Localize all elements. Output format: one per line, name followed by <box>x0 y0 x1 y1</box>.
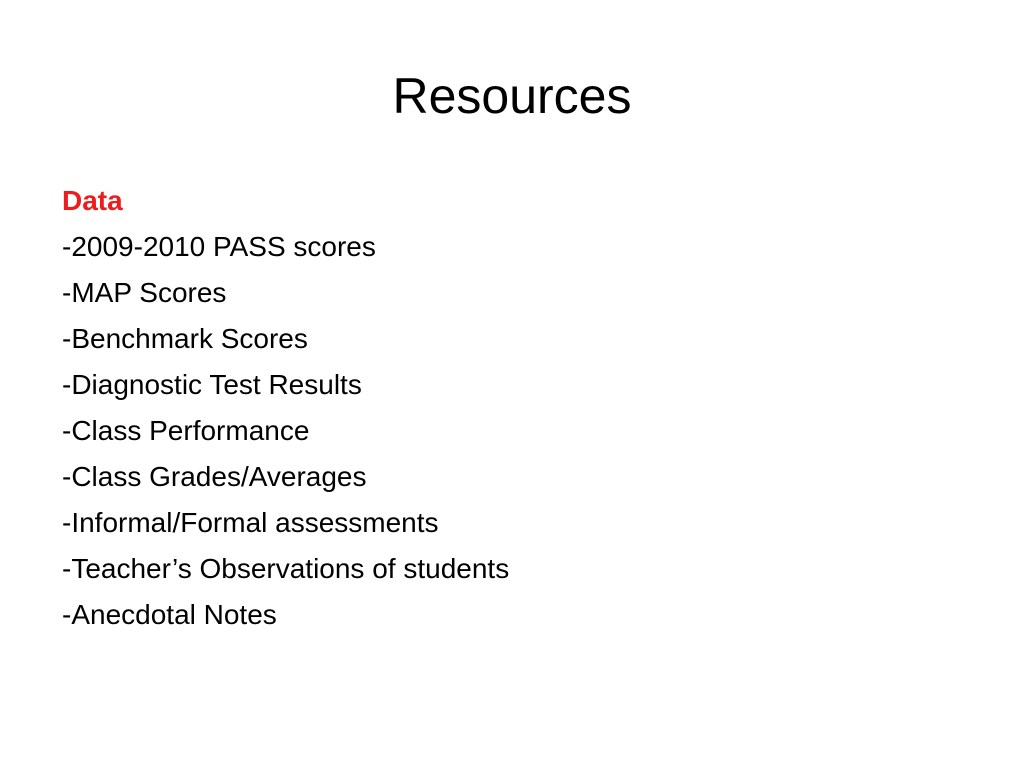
list-item: -MAP Scores <box>62 277 227 308</box>
list-item: -Benchmark Scores <box>62 323 308 354</box>
list-item: -Anecdotal Notes <box>62 599 277 630</box>
section-heading: Data <box>62 185 123 216</box>
list-item: -Class Grades/Averages <box>62 461 367 492</box>
resource-list <box>62 224 962 638</box>
slide-content <box>62 178 962 638</box>
list-item: -Teacher’s Observations of students <box>62 553 510 584</box>
list-item: -Informal/Formal assessments <box>62 507 439 538</box>
list-item: -Class Performance <box>62 415 310 446</box>
list-item: -2009-2010 PASS scores <box>62 231 376 262</box>
slide-title: Resources <box>392 68 632 124</box>
list-item: -Diagnostic Test Results <box>62 369 362 400</box>
